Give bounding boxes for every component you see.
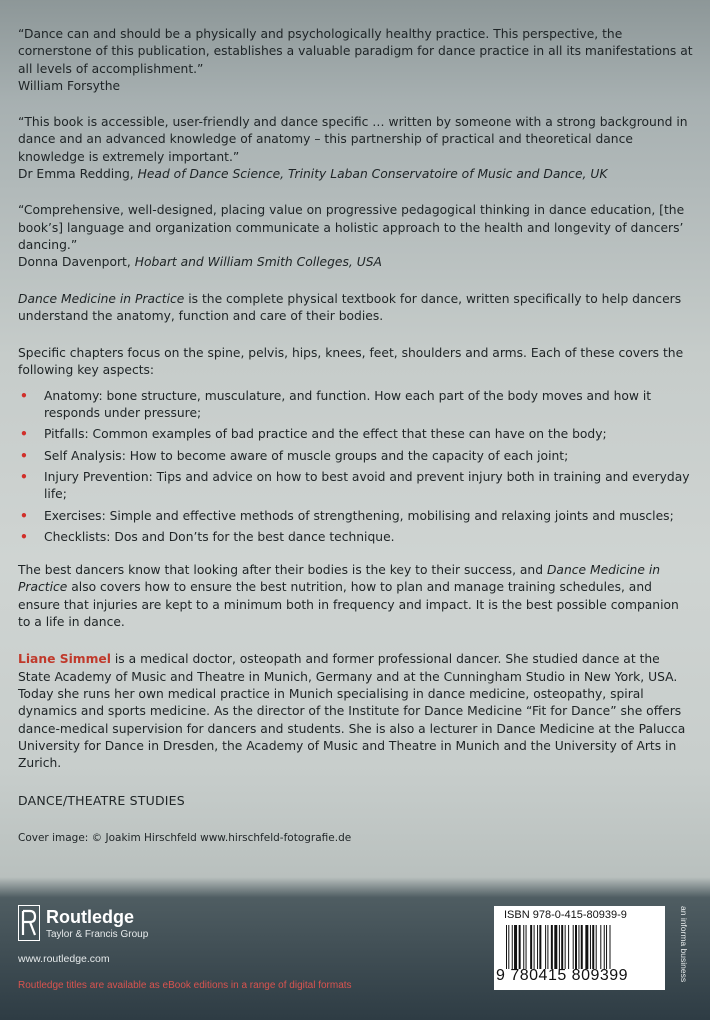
- closing-text: also covers how to ensure the best nutrition, how to plan and manage training schedules, and ensure that injuries are kept to a minimum both in frequency and impact. It is the best possible companion to a life in dance.: [18, 580, 679, 630]
- quote-affiliation: Head of Dance Science, Trinity Laban Conservatoire of Music and Dance, UK: [137, 167, 608, 182]
- list-item: [18, 508, 694, 525]
- closing-paragraph: [18, 562, 694, 631]
- quote-text: “This book is accessible, user-friendly and dance specific … written by someone with a strong background in dance and an advanced knowledge of anatomy – this partnership of practical and theoretical dance knowledge is extremely important.”: [18, 115, 688, 164]
- isbn-barcode: [494, 906, 665, 990]
- closing-text: The best dancers know that looking after their bodies is the key to their success, and: [18, 563, 547, 578]
- list-item: [18, 529, 694, 546]
- list-item-text: Anatomy: bone structure, musculature, and function. How each part of the body moves and how it responds under pressure;: [44, 388, 652, 421]
- book-title: Dance Medicine in Practice: [18, 291, 185, 306]
- publisher-name: Routledge: [46, 907, 134, 927]
- back-cover-text: [18, 26, 694, 847]
- quote-redding: [18, 114, 694, 183]
- bullet-icon: •: [20, 427, 28, 442]
- routledge-logo-icon: [18, 905, 40, 941]
- list-item-text: Pitfalls: Common examples of bad practice and the effect that these can have on the body;: [44, 427, 607, 442]
- chapters-intro: Specific chapters focus on the spine, pelvis, hips, knees, feet, shoulders and arms. Each of these covers the following key aspects:: [18, 346, 684, 378]
- quote-name: Donna Davenport,: [18, 255, 131, 270]
- list-item-text: Exercises: Simple and effective methods of strengthening, mobilising and relaxing joints and muscles;: [44, 508, 674, 523]
- quote-text: “Dance can and should be a physically and psychologically healthy practice. This perspective, the cornerstone of this publication, establishes a valuable paradigm for dance practice in all its manifestations at all levels of accomplishment.”: [18, 27, 693, 76]
- quote-attribution: [18, 78, 694, 95]
- subject-category: DANCE/THEATRE STUDIES: [18, 793, 185, 809]
- quote-text: “Comprehensive, well-designed, placing value on progressive pedagogical thinking in dance education, [the book’s] language and organization communicate a holistic approach to the health and longevity of dancers’ dancing.”: [18, 203, 685, 252]
- aspects-list: [18, 388, 694, 546]
- intro-text: is the complete physical textbook for dance, written specifically to help dancers understand the anatomy, function and care of their bodies.: [18, 291, 682, 323]
- quote-forsythe: [18, 26, 694, 95]
- cover-credit: Cover image: © Joakim Hirschfeld www.hirschfeld-fotografie.de: [18, 831, 352, 844]
- list-item-text: Checklists: Dos and Don’ts for the best dance technique.: [44, 529, 395, 544]
- ebook-note: Routledge titles are available as eBook editions in a range of digital formats: [18, 980, 352, 991]
- publisher-group: Taylor & Francis Group: [46, 929, 149, 940]
- isbn-label: ISBN 978-0-415-80939-9: [504, 909, 627, 921]
- author-bio-text: is a medical doctor, osteopath and former professional dancer. She studied dance at the State Academy of Music and Theatre in Munich, Germany and at the Cunningham Studio in New York, USA. Today she runs her own medical practice in Munich specialising in dance medicine, osteopathy, spiral dynamics and sports medicine. As the director of the Institute for Dance Medicine “Fit for Dance” she offers dance-medical supervision for dancers and students. She is also a lecturer in Dance Medicine at the Palucca University for Dance in Dresden, the Academy of Music and Theatre in Munich and the University of Arts in Zurich.: [18, 652, 686, 771]
- quote-attribution: [18, 254, 694, 271]
- quote-davenport: [18, 202, 694, 271]
- list-item: [18, 448, 694, 465]
- publisher-footer: [0, 880, 710, 1020]
- bullet-icon: •: [20, 469, 28, 484]
- list-item-text: Self Analysis: How to become aware of muscle groups and the capacity of each joint;: [44, 448, 569, 463]
- quote-attribution: [18, 166, 694, 183]
- author-bio: [18, 651, 694, 772]
- informa-note: [680, 906, 690, 986]
- quote-name: William Forsythe: [18, 78, 121, 93]
- author-name: Liane Simmel: [18, 652, 111, 667]
- list-item: [18, 388, 694, 423]
- intro-paragraph: [18, 291, 694, 326]
- bullet-icon: •: [20, 529, 28, 544]
- publisher-logo: [18, 905, 158, 947]
- informa-text: an informa business: [679, 906, 689, 983]
- barcode-number: 9 780415 809399: [496, 967, 629, 984]
- bullet-icon: •: [20, 508, 28, 523]
- bullet-icon: •: [20, 448, 28, 463]
- list-item-text: Injury Prevention: Tips and advice on how to best avoid and prevent injury both in training and everyday life;: [44, 469, 690, 502]
- list-item: [18, 426, 694, 443]
- book-title: Dance Medicine in Practice: [18, 563, 661, 595]
- barcode-icon: [506, 925, 656, 969]
- list-item: [18, 469, 694, 504]
- publisher-website: www.routledge.com: [18, 953, 110, 965]
- quote-affiliation: Hobart and William Smith Colleges, USA: [134, 255, 382, 270]
- quote-name: Dr Emma Redding,: [18, 167, 134, 182]
- bullet-icon: •: [20, 388, 28, 403]
